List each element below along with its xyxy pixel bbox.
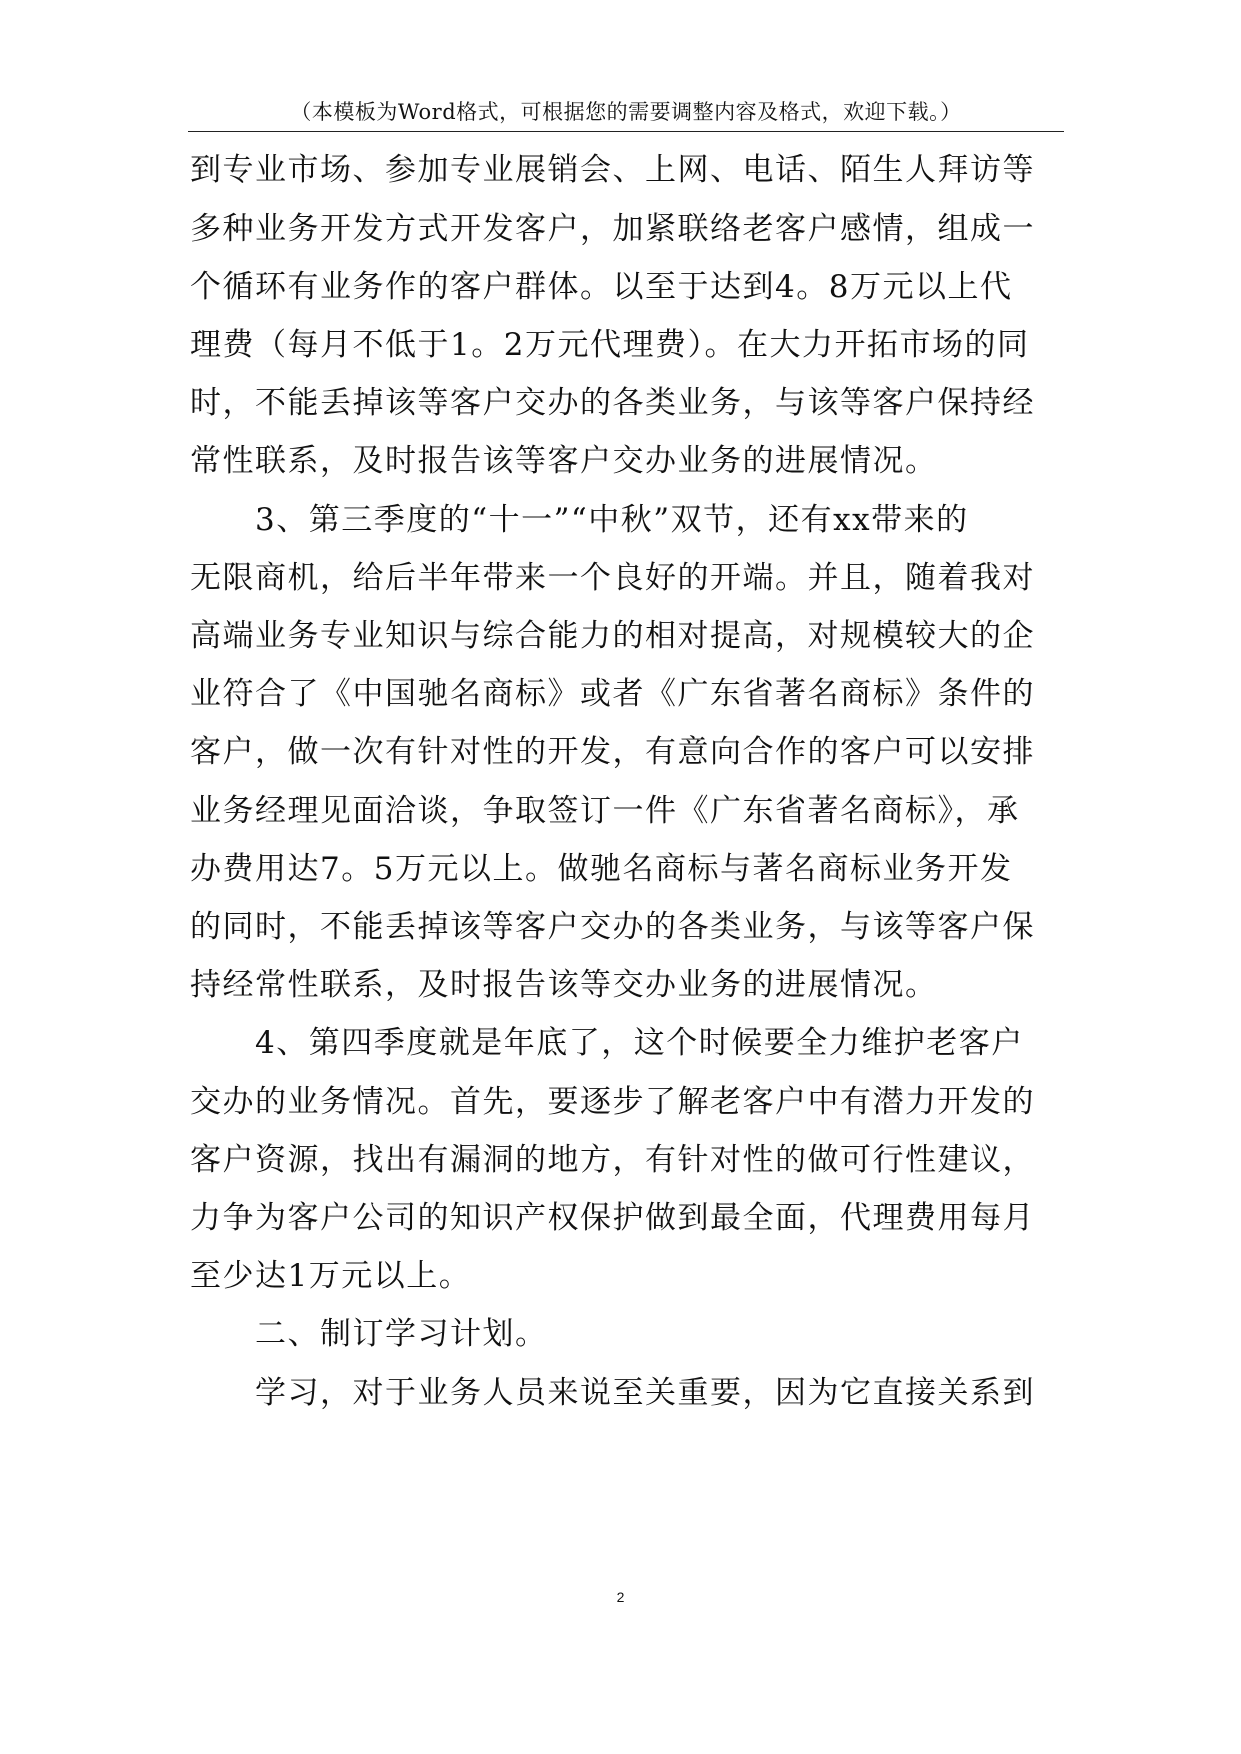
template-notice: （本模板为Word格式，可根据您的需要调整内容及格式，欢迎下载。） [290, 100, 962, 124]
page-number: 2 [616, 1589, 625, 1605]
body-line: 高端业务专业知识与综合能力的相对提高，对规模较大的企 [190, 618, 1035, 654]
body-line: 个循环有业务作的客户群体。以至于达到4。8万元以上代 [190, 269, 1013, 305]
body-line: 的同时，不能丢掉该等客户交办的各类业务，与该等客户保 [190, 909, 1035, 945]
body-line: 常性联系，及时报告该等客户交办业务的进展情况。 [190, 443, 938, 479]
body-line: 办费用达7。5万元以上。做驰名商标与著名商标业务开发 [190, 851, 1013, 887]
body-line: 至少达1万元以上。 [190, 1258, 472, 1294]
paragraph-start-line: 4、第四季度就是年底了，这个时候要全力维护老客户 [255, 1025, 1024, 1061]
body-line: 业符合了《中国驰名商标》或者《广东省著名商标》条件的 [190, 676, 1035, 712]
section-heading: 二、制订学习计划。 [255, 1316, 548, 1352]
body-line: 理费（每月不低于1。2万元代理费）。在大力开拓市场的同 [190, 327, 1030, 363]
body-line: 客户资源，找出有漏洞的地方，有针对性的做可行性建议， [190, 1142, 1035, 1178]
header-divider [188, 131, 1064, 132]
body-line: 无限商机，给后半年带来一个良好的开端。并且，随着我对 [190, 560, 1035, 596]
body-line: 业务经理见面洽谈，争取签订一件《广东省著名商标》，承 [190, 793, 1020, 829]
body-line: 多种业务开发方式开发客户，加紧联络老客户感情，组成一 [190, 211, 1035, 247]
body-line: 持经常性联系，及时报告该等交办业务的进展情况。 [190, 967, 938, 1003]
body-line: 客户，做一次有针对性的开发，有意向合作的客户可以安排 [190, 734, 1035, 770]
body-line: 时，不能丢掉该等客户交办的各类业务，与该等客户保持经 [190, 385, 1035, 421]
paragraph-start-line: 学习，对于业务人员来说至关重要，因为它直接关系到 [255, 1375, 1035, 1411]
body-line: 交办的业务情况。首先，要逐步了解老客户中有潜力开发的 [190, 1084, 1035, 1120]
body-line: 力争为客户公司的知识产权保护做到最全面，代理费用每月 [190, 1200, 1035, 1236]
paragraph-start-line: 3、第三季度的“十一”“中秋”双节，还有xx带来的 [255, 502, 969, 538]
body-line: 到专业市场、参加专业展销会、上网、电话、陌生人拜访等 [190, 152, 1035, 188]
